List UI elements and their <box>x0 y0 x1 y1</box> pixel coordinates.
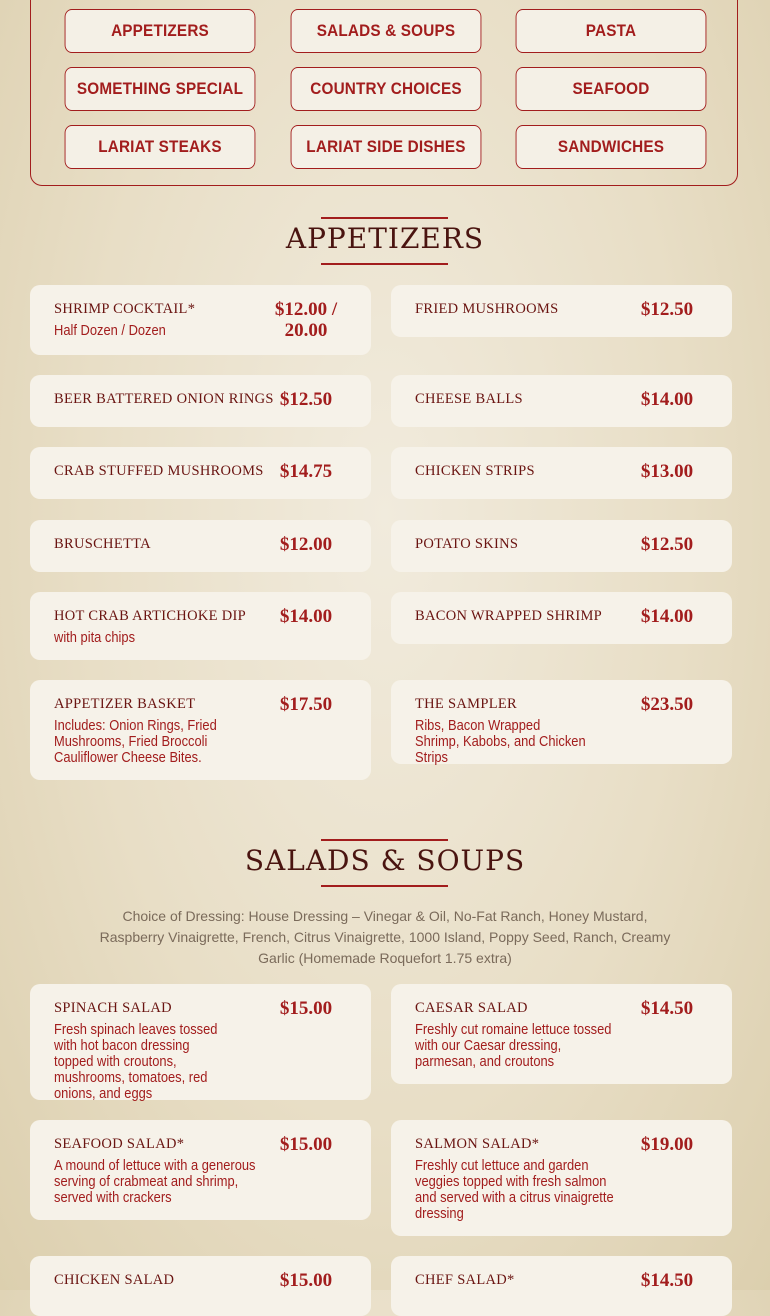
item-name: CHICKEN STRIPS <box>415 463 535 479</box>
menu-item-card <box>30 285 371 355</box>
item-price: $12.50 <box>640 299 694 320</box>
menu-item-card <box>30 1256 371 1316</box>
item-name: SHRIMP COCKTAIL* <box>54 301 196 317</box>
item-price: $15.00 <box>279 998 333 1019</box>
nav-something-special-button[interactable]: SOMETHING SPECIAL <box>65 67 256 111</box>
nav-seafood-button[interactable]: SEAFOOD <box>516 67 707 111</box>
menu-item-card <box>30 447 371 499</box>
item-name: SEAFOOD SALAD* <box>54 1136 185 1152</box>
item-description: Fresh spinach leaves tossed with hot bacon dressing topped with croutons, mushrooms, tomatoes, red onions, and eggs <box>54 1021 218 1102</box>
menu-item-card <box>30 520 371 572</box>
item-price: $14.00 <box>279 606 333 627</box>
item-name: THE SAMPLER <box>415 696 517 712</box>
item-description: Half Dozen / Dozen <box>54 322 166 339</box>
item-price: $12.00 <box>279 534 333 555</box>
nav-pasta-button[interactable]: PASTA <box>516 9 707 53</box>
nav-salads-soups-button[interactable]: SALADS & SOUPS <box>291 9 482 53</box>
item-price: $12.50 <box>279 389 333 410</box>
item-price: $14.00 <box>640 606 694 627</box>
item-price: $14.50 <box>640 998 694 1019</box>
section-title-appetizers: APPETIZERS <box>285 222 485 255</box>
item-description: Ribs, Bacon Wrapped Shrimp, Kabobs, and Chicken Strips <box>415 717 586 766</box>
item-name: HOT CRAB ARTICHOKE DIP <box>54 608 246 624</box>
item-name: FRIED MUSHROOMS <box>415 301 559 317</box>
menu-item-card <box>30 984 371 1100</box>
dressing-note: Choice of Dressing: House Dressing – Vinegar & Oil, No-Fat Ranch, Honey Mustard, Raspberry Vinaigrette, French, Citrus Vinaigrette, 1000 Island, Poppy Seed, Ranch, Creamy Garlic (Homemade Roquefort 1.75 extra) <box>99 908 671 966</box>
item-price: $23.50 <box>640 694 694 715</box>
nav-lariat-side-dishes-button[interactable]: LARIAT SIDE DISHES <box>291 125 482 169</box>
nav-country-choices-button[interactable]: COUNTRY CHOICES <box>291 67 482 111</box>
item-price: $17.50 <box>279 694 333 715</box>
menu-item-card <box>391 592 732 644</box>
menu-item-card <box>391 447 732 499</box>
item-description: A mound of lettuce with a generous serving of crabmeat and shrimp, served with crackers <box>54 1157 256 1206</box>
item-name: CAESAR SALAD <box>415 1000 528 1016</box>
item-price: $14.50 <box>640 1270 694 1291</box>
item-price: $13.00 <box>640 461 694 482</box>
menu-item-card <box>30 1120 371 1220</box>
item-name: POTATO SKINS <box>415 536 519 552</box>
item-name: BRUSCHETTA <box>54 536 151 552</box>
nav-sandwiches-button[interactable]: SANDWICHES <box>516 125 707 169</box>
item-price: $19.00 <box>640 1134 694 1155</box>
item-description: with pita chips <box>54 629 136 646</box>
item-description: Freshly cut romaine lettuce tossed with our Caesar dressing, parmesan, and croutons <box>415 1021 612 1070</box>
item-name: SALMON SALAD* <box>415 1136 540 1152</box>
item-name: APPETIZER BASKET <box>54 696 196 712</box>
menu-item-card <box>30 680 371 780</box>
menu-item-card <box>391 1256 732 1316</box>
menu-item-card <box>391 984 732 1084</box>
item-price: $14.75 <box>279 461 333 482</box>
category-nav <box>30 0 738 186</box>
item-description: Freshly cut lettuce and garden veggies topped with fresh salmon and served with a citrus vinaigrette dressing <box>415 1157 614 1222</box>
section-title-salads-soups: SALADS & SOUPS <box>244 844 526 877</box>
item-name: CHICKEN SALAD <box>54 1272 175 1288</box>
menu-item-card <box>391 375 732 427</box>
menu-item-card <box>30 592 371 660</box>
item-price: $15.00 <box>279 1134 333 1155</box>
item-price: $14.00 <box>640 389 694 410</box>
title-rule-top <box>321 839 448 841</box>
item-name: CRAB STUFFED MUSHROOMS <box>54 463 264 479</box>
item-description: Includes: Onion Rings, Fried Mushrooms, Fried Broccoli Cauliflower Cheese Bites. <box>54 717 217 766</box>
menu-item-card <box>391 680 732 764</box>
menu-item-card <box>391 285 732 337</box>
item-price: $12.50 <box>640 534 694 555</box>
title-rule-bottom <box>321 263 448 265</box>
item-name: CHEESE BALLS <box>415 391 523 407</box>
item-name: BEER BATTERED ONION RINGS <box>54 391 274 407</box>
item-price: $12.00 / 20.00 <box>274 299 338 341</box>
menu-item-card <box>391 520 732 572</box>
menu-item-card <box>30 375 371 427</box>
title-rule-bottom <box>321 885 448 887</box>
nav-lariat-steaks-button[interactable]: LARIAT STEAKS <box>65 125 256 169</box>
item-name: SPINACH SALAD <box>54 1000 172 1016</box>
item-price: $15.00 <box>279 1270 333 1291</box>
nav-appetizers-button[interactable]: APPETIZERS <box>65 9 256 53</box>
menu-item-card <box>391 1120 732 1236</box>
title-rule-top <box>321 217 448 219</box>
item-name: BACON WRAPPED SHRIMP <box>415 608 603 624</box>
item-name: CHEF SALAD* <box>415 1272 515 1288</box>
